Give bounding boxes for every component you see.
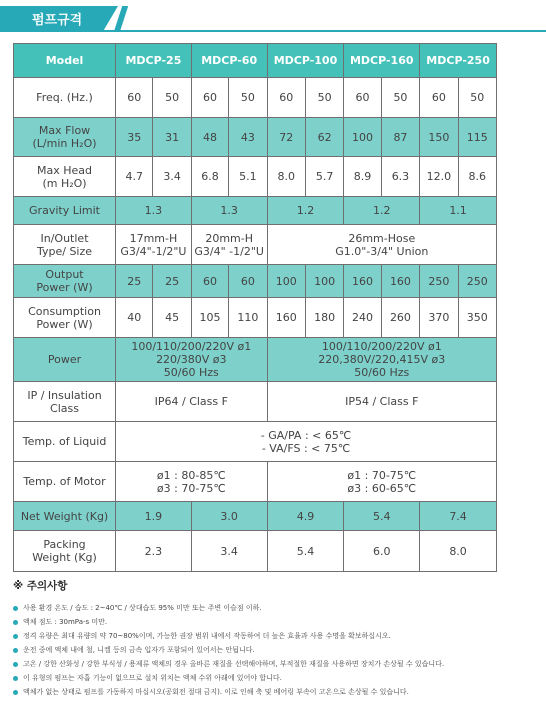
- power-cell: [267, 338, 496, 382]
- flow-cell: 72: [267, 118, 305, 157]
- note-item: [13, 643, 543, 657]
- consumption-cell: 160: [267, 298, 305, 338]
- consumption-cell: 240: [344, 298, 381, 338]
- weight-cell: 1.9: [116, 502, 192, 531]
- head-cell: 8.6: [458, 157, 496, 197]
- consumption-label-line: Consumption: [28, 304, 101, 318]
- inout-size: 26mm-Hose: [348, 231, 416, 245]
- head-cell: 4.7: [116, 157, 153, 197]
- weight-row: [14, 502, 497, 531]
- output-cell: 100: [267, 265, 305, 298]
- flow-cell: 35: [116, 118, 153, 157]
- output-row: [14, 265, 497, 298]
- ip-label-line: Class: [50, 401, 79, 415]
- freq-cell: 50: [305, 78, 343, 118]
- output-cell: 60: [191, 265, 228, 298]
- inout-cell: [191, 225, 267, 265]
- flow-cell: 100: [344, 118, 381, 157]
- note-text: 운전 중에 액체 내에 철, 니켈 등의 금속 입자가 포함되어 있어서는 안됩니다.: [23, 646, 255, 654]
- packing-label-unit: Weight (Kg): [32, 551, 97, 564]
- ip-row: [14, 382, 497, 422]
- inout-row: [14, 225, 497, 265]
- note-text: 사용 환경 온도 / 습도 : 2~40℃ / 상대습도 95% 미만 또는 주변 이슬점 이하.: [23, 604, 262, 612]
- head-label-line: Max Head: [37, 163, 93, 177]
- liquid-cell: [116, 422, 497, 462]
- consumption-cell: 350: [458, 298, 496, 338]
- flow-label-line: Max Flow: [38, 124, 91, 137]
- inout-thread: G3/4" -1/2"U: [194, 244, 264, 258]
- note-item: [13, 615, 543, 629]
- inout-cell: [267, 225, 496, 265]
- power-line: 50/60 Hzs: [354, 366, 410, 379]
- note-item: [13, 685, 543, 699]
- flow-cell: 62: [305, 118, 343, 157]
- model-250: MDCP-250: [420, 44, 497, 78]
- output-cell: 25: [116, 265, 153, 298]
- head-cell: 5.1: [229, 157, 267, 197]
- motor-line: ø1 : 70-75℃: [347, 468, 417, 482]
- model-25: MDCP-25: [116, 44, 192, 78]
- inout-size: 20mm-H: [205, 231, 254, 245]
- consumption-cell: 370: [420, 298, 458, 338]
- consumption-cell: 180: [305, 298, 343, 338]
- ip-cell: IP64 / Class F: [116, 382, 268, 422]
- motor-cell: [267, 462, 496, 502]
- note-item: [13, 629, 543, 643]
- flow-cell: 31: [153, 118, 191, 157]
- bullet-icon: [13, 648, 18, 653]
- consumption-cell: 45: [153, 298, 191, 338]
- note-item: [13, 657, 543, 671]
- header-rule: [0, 30, 546, 32]
- motor-line: ø1 : 80-85℃: [156, 468, 226, 482]
- packing-cell: 5.4: [267, 531, 344, 572]
- bullet-icon: [13, 662, 18, 667]
- output-cell: 250: [420, 265, 458, 298]
- weight-cell: 5.4: [344, 502, 420, 531]
- head-label: [14, 157, 116, 197]
- consumption-cell: 260: [381, 298, 419, 338]
- liquid-row: [14, 422, 497, 462]
- weight-label: Net Weight (Kg): [14, 502, 116, 531]
- freq-cell: 60: [191, 78, 228, 118]
- gravity-cell: 1.1: [420, 197, 497, 225]
- bullet-icon: [13, 690, 18, 695]
- note-text: 정격 유량은 최대 유량의 약 70~80%이며, 가능한 권장 범위 내에서 작동하여 더 높은 효율과 사용 수명을 확보하십시오.: [23, 632, 391, 640]
- motor-cell: [116, 462, 268, 502]
- output-cell: 160: [344, 265, 381, 298]
- inout-cell: [116, 225, 192, 265]
- weight-cell: 3.0: [191, 502, 267, 531]
- output-label-unit: Power (W): [36, 281, 93, 294]
- freq-cell: 50: [381, 78, 419, 118]
- head-row: [14, 157, 497, 197]
- freq-cell: 50: [153, 78, 191, 118]
- ip-cell: IP54 / Class F: [267, 382, 496, 422]
- packing-label-line: Packing: [43, 538, 86, 551]
- output-cell: 100: [305, 265, 343, 298]
- header-slash: [114, 6, 128, 32]
- liquid-line: - GA/PA : < 65℃: [260, 428, 352, 442]
- motor-line: ø3 : 70-75℃: [156, 481, 226, 495]
- consumption-label-unit: Power (W): [36, 317, 93, 331]
- head-cell: 8.0: [267, 157, 305, 197]
- consumption-label: [14, 298, 116, 338]
- power-label: Power: [14, 338, 116, 382]
- gravity-cell: 1.3: [116, 197, 192, 225]
- packing-cell: 2.3: [116, 531, 192, 572]
- bullet-icon: [13, 620, 18, 625]
- packing-cell: 6.0: [344, 531, 420, 572]
- power-cell: [116, 338, 268, 382]
- head-cell: 8.9: [344, 157, 381, 197]
- model-60: MDCP-60: [191, 44, 267, 78]
- freq-cell: 50: [458, 78, 496, 118]
- power-line: 50/60 Hzs: [163, 366, 219, 379]
- output-label: [14, 265, 116, 298]
- liquid-label: Temp. of Liquid: [14, 422, 116, 462]
- inout-label-line: Type/ Size: [36, 244, 93, 258]
- spec-table: [13, 43, 497, 572]
- power-line: 220,380V/220,415V ø3: [318, 353, 446, 366]
- model-100: MDCP-100: [267, 44, 344, 78]
- packing-label: [14, 531, 116, 572]
- flow-cell: 115: [458, 118, 496, 157]
- head-cell: 3.4: [153, 157, 191, 197]
- freq-label: Freq. (Hz.): [14, 78, 116, 118]
- power-line: 100/110/200/220V ø1: [321, 340, 442, 353]
- motor-line: ø3 : 60-65℃: [347, 481, 417, 495]
- freq-row: [14, 78, 497, 118]
- flow-row: [14, 118, 497, 157]
- inout-thread: G3/4"-1/2"U: [120, 244, 187, 258]
- note-text: 액체 점도 : 30mPa-s 미만.: [23, 618, 108, 626]
- gravity-cell: 1.2: [267, 197, 344, 225]
- head-label-unit: (m H₂O): [42, 176, 87, 190]
- output-cell: 250: [458, 265, 496, 298]
- output-cell: 60: [229, 265, 267, 298]
- inout-size: 17mm-H: [129, 231, 178, 245]
- head-cell: 5.7: [305, 157, 343, 197]
- gravity-row: [14, 197, 497, 225]
- freq-cell: 60: [344, 78, 381, 118]
- notes-title: ※ 주의사항: [13, 580, 68, 592]
- bullet-icon: [13, 606, 18, 611]
- flow-cell: 48: [191, 118, 228, 157]
- bullet-icon: [13, 676, 18, 681]
- flow-label-unit: (L/min H₂O): [32, 137, 97, 150]
- gravity-label: Gravity Limit: [14, 197, 116, 225]
- weight-cell: 4.9: [267, 502, 344, 531]
- output-label-line: Output: [45, 268, 84, 281]
- packing-cell: 8.0: [420, 531, 497, 572]
- bullet-icon: [13, 634, 18, 639]
- power-line: 220/380V ø3: [156, 353, 227, 366]
- ip-label: [14, 382, 116, 422]
- freq-cell: 60: [420, 78, 458, 118]
- note-text: 액체가 없는 상태로 펌프를 가동하지 마십시오(공회전 절대 금지). 이로 인해 축 및 베어링 부속이 고온으로 손상될 수 있습니다.: [23, 688, 409, 696]
- gravity-cell: 1.3: [191, 197, 267, 225]
- inout-label-line: In/Outlet: [40, 231, 89, 245]
- note-item: [13, 601, 543, 615]
- motor-label: Temp. of Motor: [14, 462, 116, 502]
- section-header: [0, 0, 546, 36]
- flow-cell: 150: [420, 118, 458, 157]
- flow-label: [14, 118, 116, 157]
- notes-section: [13, 578, 543, 699]
- consumption-cell: 40: [116, 298, 153, 338]
- packing-cell: 3.4: [191, 531, 267, 572]
- section-title: 펌프규격: [32, 13, 83, 28]
- model-160: MDCP-160: [344, 44, 420, 78]
- note-item: [13, 671, 543, 685]
- power-line: 100/110/200/220V ø1: [131, 340, 252, 353]
- note-text: 고온 / 강한 산화성 / 강한 부식성 / 용제류 액체의 경우 올바른 재질을 선택해야하며, 부적절한 재질을 사용하면 장치가 손상될 수 있습니다.: [23, 660, 445, 668]
- freq-cell: 60: [116, 78, 153, 118]
- model-label: Model: [14, 44, 116, 78]
- head-cell: 6.3: [381, 157, 419, 197]
- consumption-cell: 105: [191, 298, 228, 338]
- power-row: [14, 338, 497, 382]
- model-row: [14, 44, 497, 78]
- freq-cell: 50: [229, 78, 267, 118]
- freq-cell: 60: [267, 78, 305, 118]
- packing-row: [14, 531, 497, 572]
- flow-cell: 87: [381, 118, 419, 157]
- flow-cell: 43: [229, 118, 267, 157]
- inout-thread: G1.0"-3/4" Union: [335, 244, 429, 258]
- weight-cell: 7.4: [420, 502, 497, 531]
- output-cell: 25: [153, 265, 191, 298]
- consumption-cell: 110: [229, 298, 267, 338]
- inout-label: [14, 225, 116, 265]
- gravity-cell: 1.2: [344, 197, 420, 225]
- note-text: 이 유형의 펌프는 자흡 기능이 없으므로 설치 위치는 액체 수위 아래에 있어야 합니다.: [23, 674, 282, 682]
- liquid-line: - VA/FS : < 75℃: [261, 441, 351, 455]
- head-cell: 6.8: [191, 157, 228, 197]
- consumption-row: [14, 298, 497, 338]
- ip-label-line: IP / Insulation: [27, 388, 102, 402]
- motor-row: [14, 462, 497, 502]
- output-cell: 160: [381, 265, 419, 298]
- head-cell: 12.0: [420, 157, 458, 197]
